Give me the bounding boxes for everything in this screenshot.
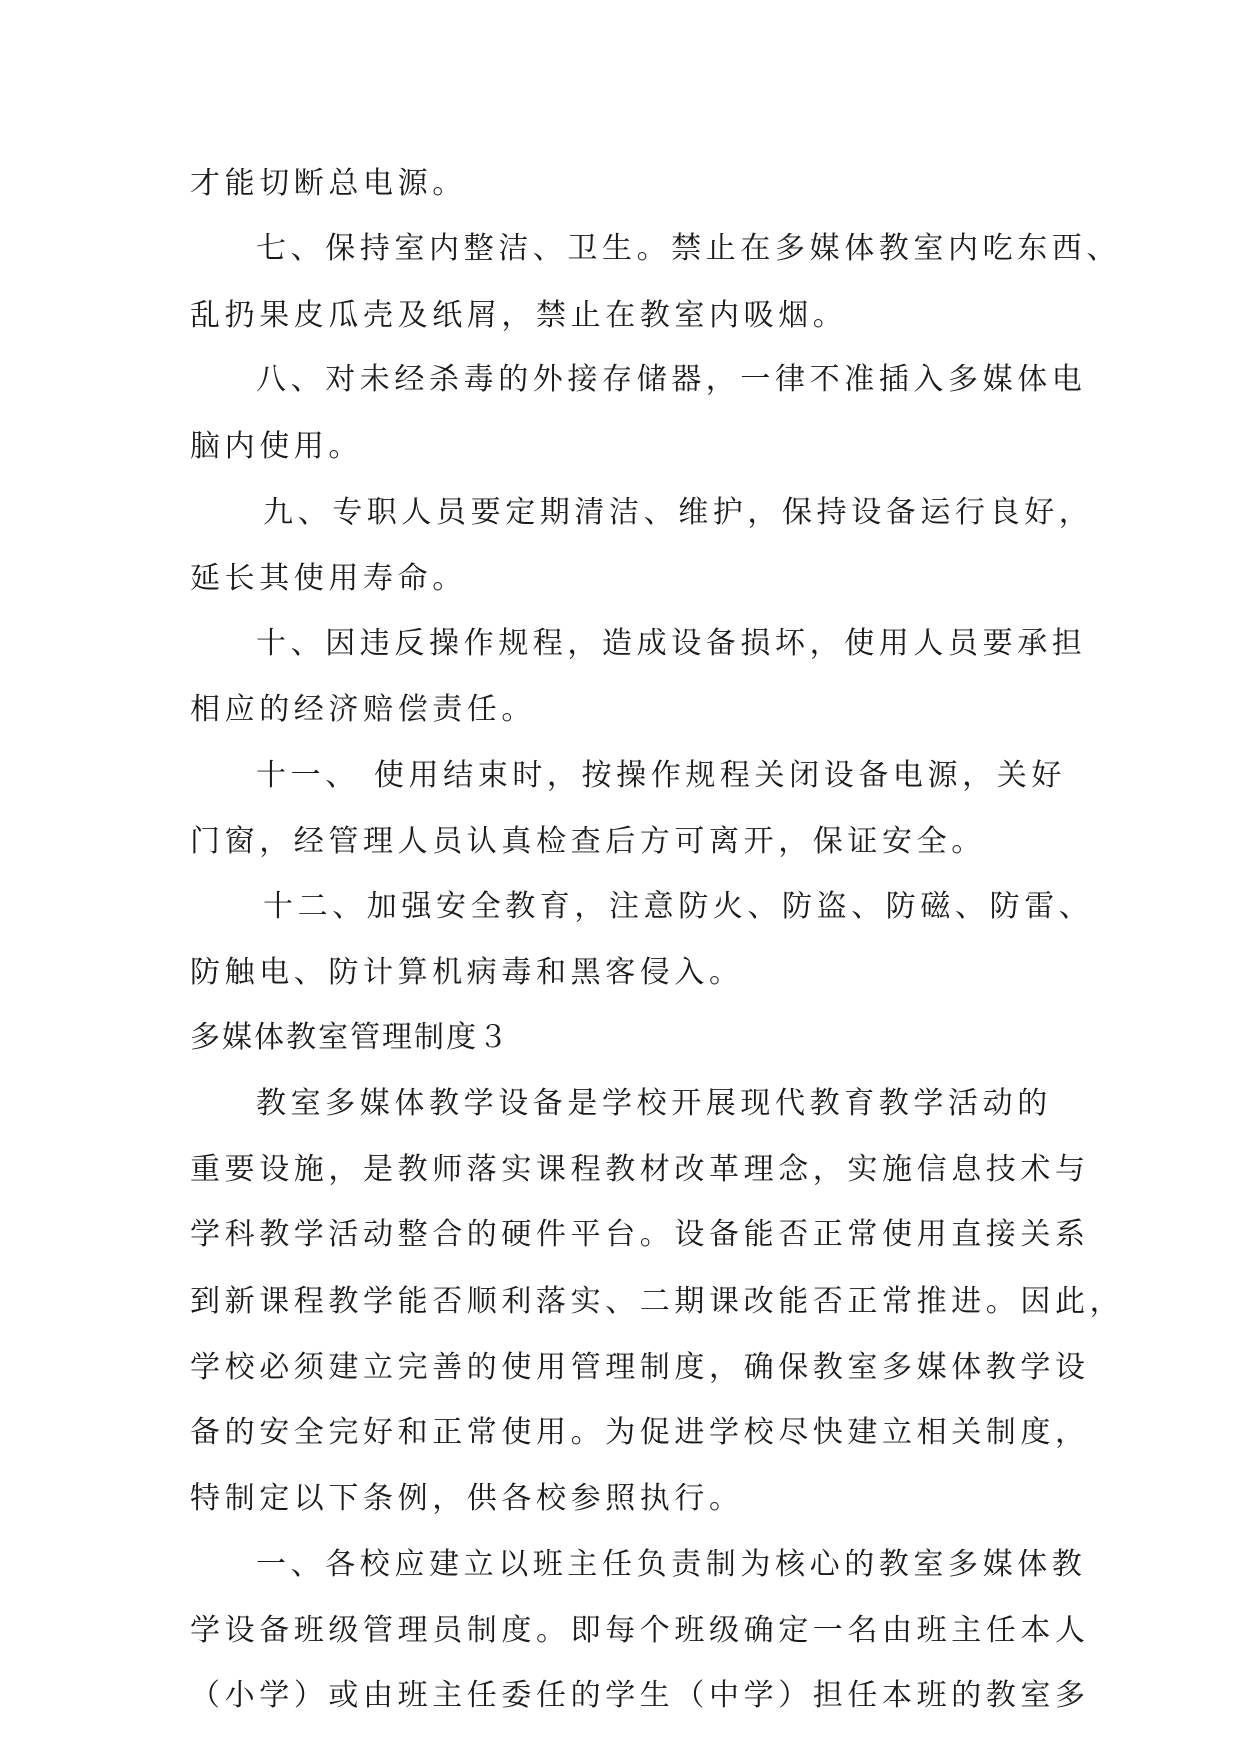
text-line: 学校必须建立完善的使用管理制度，确保教室多媒体教学设	[190, 1350, 1090, 1385]
text-line: 一、各校应建立以班主任负责制为核心的教室多媒体教	[256, 1547, 1087, 1582]
text-line: 相应的经济赔偿责任。	[190, 692, 536, 727]
section-heading: 多媒体教室管理制度３	[190, 1020, 510, 1055]
text-line: 十、因违反操作规程，造成设备损坏，使用人员要承担	[256, 626, 1087, 661]
text-line: 到新课程教学能否顺利落实、二期课改能否正常推进。因此，	[190, 1284, 1125, 1319]
text-line: 乱扔果皮瓜壳及纸屑，禁止在教室内吸烟。	[190, 298, 848, 333]
text-line: 九、专职人员要定期清洁、维护，保持设备运行良好，	[263, 495, 1094, 530]
text-line: 门窗，经管理人员认真检查后方可离开，保证安全。	[190, 824, 986, 859]
text-line: 教室多媒体教学设备是学校开展现代教育教学活动的	[256, 1086, 1052, 1121]
text-line: 特制定以下条例，供各校参照执行。	[190, 1481, 744, 1516]
text-line: 防触电、防计算机病毒和黑客侵入。	[190, 955, 744, 990]
text-line: 备的安全完好和正常使用。为促进学校尽快建立相关制度，	[190, 1415, 1090, 1450]
text-line: （小学）或由班主任委任的学生（中学）担任本班的教室多	[190, 1678, 1090, 1713]
text-line: 学科教学活动整合的硬件平台。设备能否正常使用直接关系	[190, 1217, 1090, 1252]
text-line: 才能切断总电源。	[190, 166, 467, 201]
text-line: 十一、 使用结束时，按操作规程关闭设备电源，关好	[256, 758, 1066, 793]
text-line: 重要设施，是教师落实课程教材改革理念，实施信息技术与	[190, 1152, 1090, 1187]
text-line: 脑内使用。	[190, 429, 363, 464]
text-line: 学设备班级管理员制度。即每个班级确定一名由班主任本人	[190, 1613, 1090, 1648]
text-line: 十二、加强安全教育，注意防火、防盗、防磁、防雷、	[263, 889, 1094, 924]
text-line: 延长其使用寿命。	[190, 561, 467, 596]
text-line: 七、保持室内整洁、卫生。禁止在多媒体教室内吃东西、	[256, 231, 1121, 266]
text-line: 八、对未经杀毒的外接存储器，一律不准插入多媒体电	[256, 362, 1087, 397]
